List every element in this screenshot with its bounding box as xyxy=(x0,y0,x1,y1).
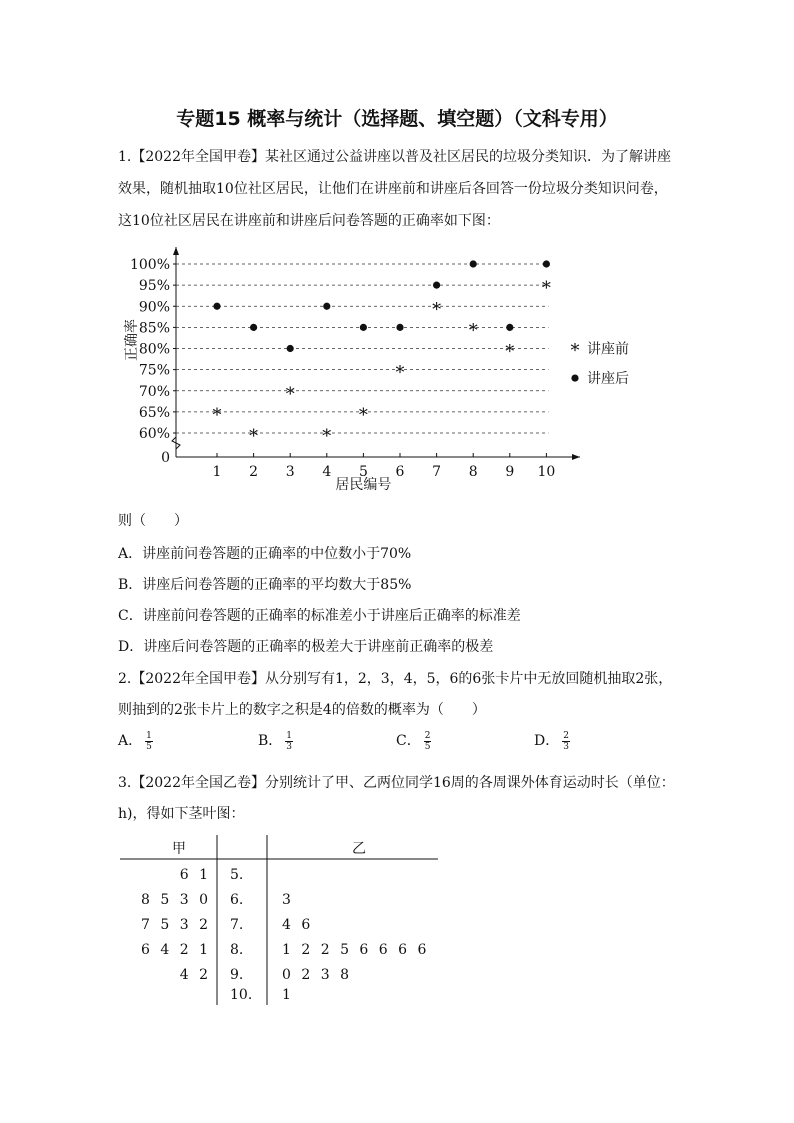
q2-option-c: C． $\frac{2}{5}$ xyxy=(396,730,431,752)
row-8-right: 1 2 2 5 6 6 6 6 xyxy=(282,942,427,958)
y-tick-label: 80% xyxy=(138,341,170,358)
x-tick-label: 8 xyxy=(468,464,478,480)
row-8-left: 6 4 2 1 xyxy=(141,942,208,958)
row-5-stem: 5. xyxy=(230,867,244,883)
after-point xyxy=(360,324,367,331)
after-point xyxy=(287,345,294,352)
page-title: 专题15 概率与统计（选择题、填空题）（文科专用） xyxy=(176,108,618,130)
y-tick-label: 85% xyxy=(138,320,170,337)
after-point xyxy=(250,324,257,331)
row-7-stem: 7. xyxy=(230,917,244,933)
after-point xyxy=(506,324,513,331)
row-6-right: 3 xyxy=(282,892,291,908)
before-point: * xyxy=(541,278,551,300)
before-point: * xyxy=(322,426,332,447)
x-tick-label: 2 xyxy=(249,464,259,480)
q1-line-3: 这10位社区居民在讲座前和讲座后问卷答题的正确率如下图： xyxy=(118,213,500,229)
y-tick-label: 90% xyxy=(138,299,170,316)
legend-before-label: 讲座前 xyxy=(587,341,629,358)
after-point xyxy=(323,303,330,310)
x-axis-arrow xyxy=(572,454,580,460)
row-9-left: 4 2 xyxy=(179,967,208,983)
row-5-left: 6 1 xyxy=(179,867,208,883)
x-tick-label: 1 xyxy=(212,464,222,480)
legend-after-label: 讲座后 xyxy=(587,371,629,388)
q1-option-d: D．讲座后问卷答题的正确率的极差大于讲座前正确率的极差 xyxy=(118,639,494,655)
x-tick-label: 3 xyxy=(285,464,295,480)
after-point xyxy=(470,260,477,267)
q1-line-2: 效果，随机抽取10位社区居民，让他们在讲座前和讲座后各回答一份垃圾分类知识问卷， xyxy=(118,181,668,197)
row-7-left: 7 5 3 2 xyxy=(141,917,208,933)
y-tick-label: 65% xyxy=(138,404,170,421)
before-point: * xyxy=(249,426,259,447)
x-axis-title: 居民编号 xyxy=(335,477,392,493)
legend-before-symbol: * xyxy=(570,340,580,362)
before-point: * xyxy=(358,404,368,426)
left-header: 甲 xyxy=(172,841,186,857)
y-tick-label: 0 xyxy=(161,450,170,466)
x-tick-label: 7 xyxy=(432,464,442,480)
y-axis-arrow xyxy=(173,247,179,255)
right-header: 乙 xyxy=(352,841,366,857)
row-6-left: 8 5 3 0 xyxy=(141,892,208,908)
q1-option-a: A．讲座前问卷答题的正确率的中位数小于70% xyxy=(118,546,412,562)
x-tick-label: 10 xyxy=(537,464,556,480)
before-point: * xyxy=(395,362,405,384)
y-axis-title: 正确率 xyxy=(124,319,140,362)
q3-line-1: 3.【2022年全国乙卷】分别统计了甲、乙两位同学16周的各周课外体育运动时长（单位： xyxy=(118,775,675,791)
after-point xyxy=(543,260,550,267)
stem-leaf-plot xyxy=(120,835,440,1010)
q2-option-b: B． $\frac{1}{3}$ xyxy=(258,730,293,752)
q1-scatter-chart xyxy=(115,245,655,495)
row-10-stem: 10. xyxy=(230,987,253,1003)
q3-line-2: h)，得如下茎叶图： xyxy=(118,806,245,822)
q1-option-b: B．讲座后问卷答题的正确率的平均数大于85% xyxy=(118,577,412,593)
x-tick-label: 4 xyxy=(322,464,332,480)
q1-then: 则（ ） xyxy=(118,513,188,529)
row-9-stem: 9. xyxy=(230,967,244,983)
before-point: * xyxy=(468,320,478,342)
x-tick-label: 5 xyxy=(358,464,368,480)
row-6-stem: 6. xyxy=(230,892,244,908)
q2-option-d: D． $\frac{2}{3}$ xyxy=(534,730,569,752)
y-tick-label: 95% xyxy=(138,278,170,295)
q2-line-1: 2.【2022年全国甲卷】从分别写有1，2，3，4，5，6的6张卡片中无放回随机抽取2张， xyxy=(118,671,673,687)
y-tick-label: 100% xyxy=(129,257,170,273)
q1-line-1: 1.【2022年全国甲卷】某社区通过公益讲座以普及社区居民的垃圾分类知识．为了解讲座 xyxy=(118,149,671,165)
row-8-stem: 8. xyxy=(230,942,244,958)
after-point xyxy=(213,303,220,310)
before-point: * xyxy=(505,341,515,363)
row-10-right: 1 xyxy=(282,987,291,1003)
row-9-right: 0 2 3 8 xyxy=(282,967,349,983)
after-point xyxy=(396,324,403,331)
y-tick-label: 75% xyxy=(138,362,170,379)
x-tick-label: 9 xyxy=(505,464,515,480)
y-tick-label: 60% xyxy=(138,426,170,442)
after-point xyxy=(433,282,440,289)
q2-line-2: 则抽到的2张卡片上的数字之积是4的倍数的概率为（ ） xyxy=(118,702,486,718)
y-tick-label: 70% xyxy=(138,383,170,400)
before-point: * xyxy=(285,383,295,405)
q2-option-a: A． $\frac{1}{5}$ xyxy=(118,730,152,752)
legend-after-symbol xyxy=(571,374,578,381)
before-point: * xyxy=(212,404,222,426)
x-tick-label: 6 xyxy=(395,464,405,480)
row-7-right: 4 6 xyxy=(282,917,311,933)
before-point: * xyxy=(432,299,442,321)
q1-option-c: C．讲座前问卷答题的正确率的标准差小于讲座后正确率的标准差 xyxy=(118,608,521,624)
